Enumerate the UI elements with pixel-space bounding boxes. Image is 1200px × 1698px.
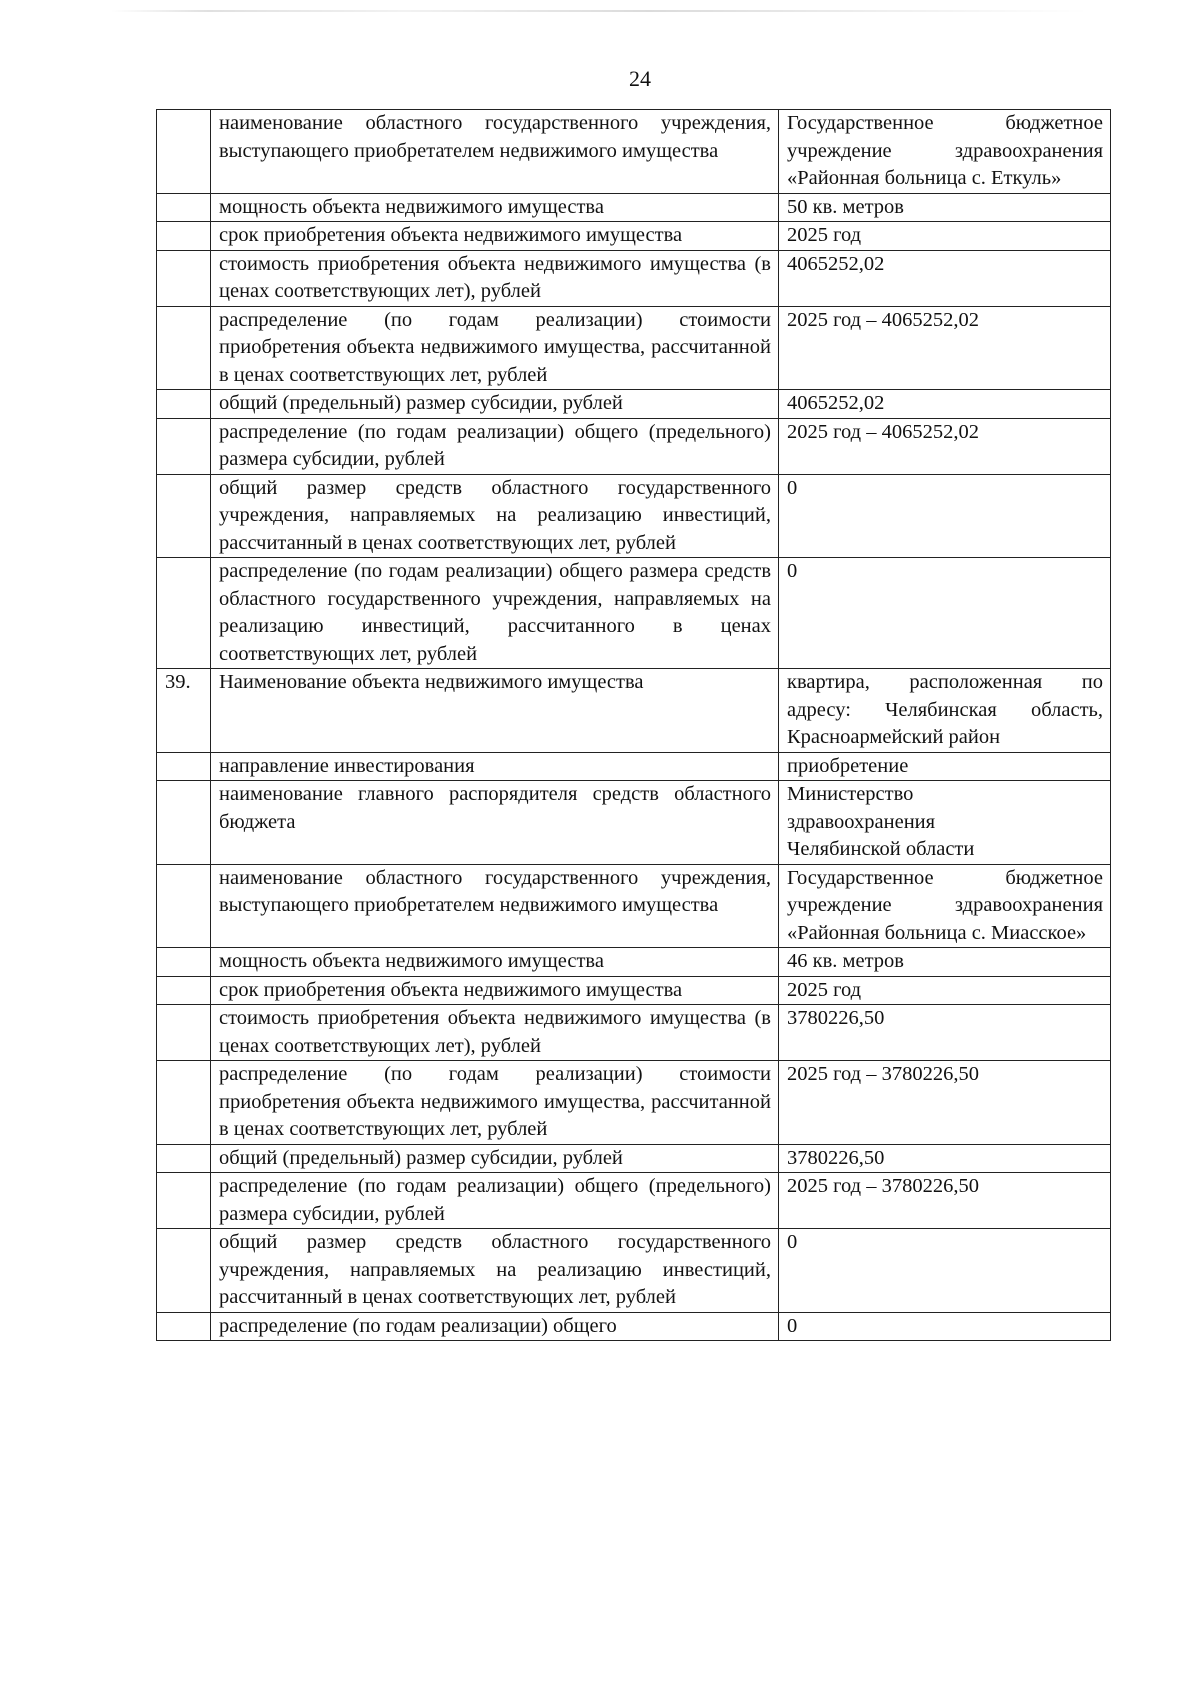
parameter-cell: направление инвестирования — [211, 752, 779, 781]
row-number — [157, 222, 211, 251]
row-number — [157, 306, 211, 390]
row-number — [157, 250, 211, 306]
parameter-cell: мощность объекта недвижимого имущества — [211, 193, 779, 222]
table-row — [157, 976, 1111, 1005]
row-number — [157, 474, 211, 558]
row-number — [157, 948, 211, 977]
value-cell: 2025 год – 4065252,02 — [779, 306, 1111, 390]
parameter-cell: стоимость приобретения объекта недвижимого имущества (в ценах соответствующих лет), рублей — [211, 250, 779, 306]
value-cell: квартира, расположенная по адресу: Челябинская область, Красноармейский район — [779, 669, 1111, 753]
row-number — [157, 558, 211, 669]
value-cell: 0 — [779, 1229, 1111, 1313]
value-cell: 0 — [779, 1312, 1111, 1341]
parameter-cell: распределение (по годам реализации) общего (предельного) размера субсидии, рублей — [211, 1173, 779, 1229]
table-row — [157, 193, 1111, 222]
table-row — [157, 390, 1111, 419]
row-number — [157, 1061, 211, 1145]
table-row — [157, 752, 1111, 781]
value-cell: 4065252,02 — [779, 250, 1111, 306]
row-number — [157, 864, 211, 948]
table-row — [157, 110, 1111, 194]
value-cell: 0 — [779, 558, 1111, 669]
value-cell: 2025 год – 3780226,50 — [779, 1173, 1111, 1229]
value-cell: 3780226,50 — [779, 1144, 1111, 1173]
value-cell: 2025 год – 4065252,02 — [779, 418, 1111, 474]
parameter-cell: распределение (по годам реализации) стоимости приобретения объекта недвижимого имущества, рассчитанной в ценах соответствующих лет, рублей — [211, 306, 779, 390]
value-cell: 3780226,50 — [779, 1005, 1111, 1061]
row-number — [157, 1173, 211, 1229]
page-number: 24 — [629, 66, 651, 91]
value-cell: 0 — [779, 474, 1111, 558]
table-row — [157, 1144, 1111, 1173]
row-number — [157, 752, 211, 781]
value-line: Челябинской области — [787, 838, 975, 860]
table-row — [157, 250, 1111, 306]
table-row — [157, 306, 1111, 390]
row-number — [157, 110, 211, 194]
parameter-cell: Наименование объекта недвижимого имущества — [211, 669, 779, 753]
value-cell: 2025 год — [779, 222, 1111, 251]
table-row — [157, 1173, 1111, 1229]
row-number — [157, 390, 211, 419]
row-number — [157, 1144, 211, 1173]
value-cell: приобретение — [779, 752, 1111, 781]
table-row — [157, 1005, 1111, 1061]
parameter-cell: мощность объекта недвижимого имущества — [211, 948, 779, 977]
table-row — [157, 558, 1111, 669]
table-row — [157, 1229, 1111, 1313]
table-row — [157, 418, 1111, 474]
parameter-cell: стоимость приобретения объекта недвижимого имущества (в ценах соответствующих лет), рублей — [211, 1005, 779, 1061]
value-cell: 2025 год — [779, 976, 1111, 1005]
value-cell: 2025 год – 3780226,50 — [779, 1061, 1111, 1145]
value-cell: Государственное бюджетное учреждение здравоохранения «Районная больница с. Еткуль» — [779, 110, 1111, 194]
value-cell: 50 кв. метров — [779, 193, 1111, 222]
row-number — [157, 1229, 211, 1313]
parameter-cell: распределение (по годам реализации) общего размера средств областного государственного учреждения, направляемых на реализацию инвестиций, рассчитанного в ценах соответствующих лет, рублей — [211, 558, 779, 669]
investment-table — [156, 109, 1111, 1341]
value-cell: Государственное бюджетное учреждение здравоохранения «Районная больница с. Миасское» — [779, 864, 1111, 948]
table-row — [157, 474, 1111, 558]
parameter-cell: наименование главного распорядителя средств областного бюджета — [211, 781, 779, 865]
value-cell: 4065252,02 — [779, 390, 1111, 419]
parameter-cell: общий размер средств областного государственного учреждения, направляемых на реализацию инвестиций, рассчитанный в ценах соответствующих лет, рублей — [211, 1229, 779, 1313]
row-number — [157, 1312, 211, 1341]
parameter-cell: общий (предельный) размер субсидии, рублей — [211, 1144, 779, 1173]
parameter-cell: распределение (по годам реализации) общего (предельного) размера субсидии, рублей — [211, 418, 779, 474]
row-number — [157, 781, 211, 865]
table-row — [157, 222, 1111, 251]
table-row — [157, 1061, 1111, 1145]
row-number — [157, 418, 211, 474]
table-row — [157, 669, 1111, 753]
table-row — [157, 1312, 1111, 1341]
investment-table-body — [157, 110, 1111, 1341]
table-row — [157, 781, 1111, 865]
value-cell — [779, 781, 1111, 865]
parameter-cell: срок приобретения объекта недвижимого имущества — [211, 222, 779, 251]
table-row — [157, 864, 1111, 948]
parameter-cell: срок приобретения объекта недвижимого имущества — [211, 976, 779, 1005]
value-line: Министерство — [787, 783, 914, 805]
parameter-cell: распределение (по годам реализации) общего — [211, 1312, 779, 1341]
row-number — [157, 976, 211, 1005]
parameter-cell: наименование областного государственного учреждения, выступающего приобретателем недвижимого имущества — [211, 110, 779, 194]
parameter-cell: общий размер средств областного государственного учреждения, направляемых на реализацию инвестиций, рассчитанный в ценах соответствующих лет, рублей — [211, 474, 779, 558]
value-line: здравоохранения — [787, 810, 936, 833]
row-number — [157, 1005, 211, 1061]
row-number: 39. — [157, 669, 211, 753]
parameter-cell: распределение (по годам реализации) стоимости приобретения объекта недвижимого имущества, рассчитанной в ценах соответствующих лет, рублей — [211, 1061, 779, 1145]
row-number — [157, 193, 211, 222]
parameter-cell: общий (предельный) размер субсидии, рублей — [211, 390, 779, 419]
value-cell: 46 кв. метров — [779, 948, 1111, 977]
table-row — [157, 948, 1111, 977]
scan-artifact-line — [110, 10, 1090, 12]
parameter-cell: наименование областного государственного учреждения, выступающего приобретателем недвижимого имущества — [211, 864, 779, 948]
